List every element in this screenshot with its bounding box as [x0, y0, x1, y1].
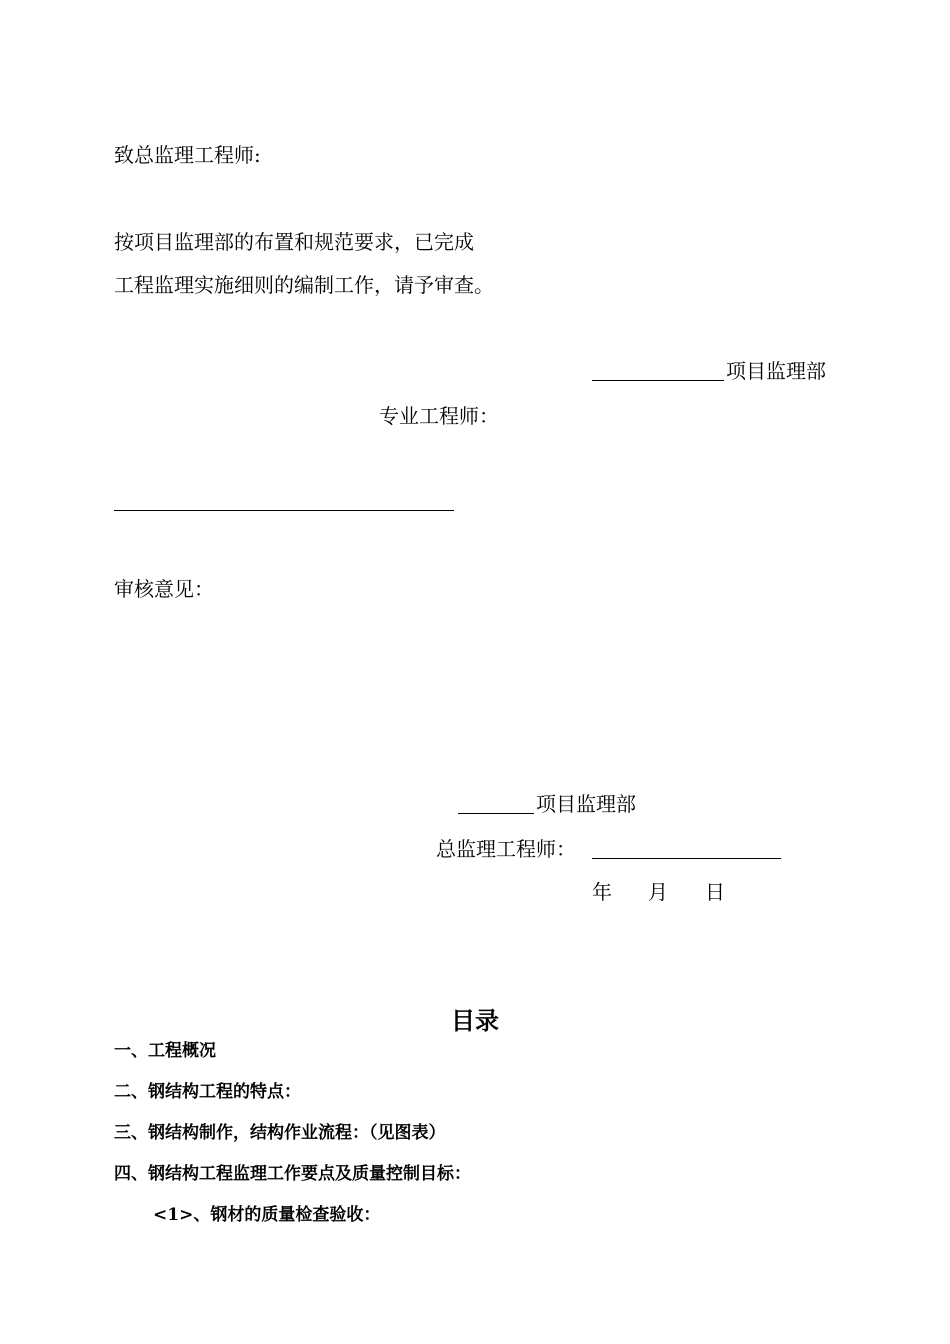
- toc-item: 一、工程概况: [114, 1041, 216, 1061]
- toc-item: 三、钢结构制作，结构作业流程：（见图表）: [114, 1123, 446, 1143]
- dept-suffix-2: 项目监理部: [536, 792, 636, 816]
- salutation: 致总监理工程师:: [114, 143, 261, 167]
- date-month: 月: [648, 880, 668, 904]
- toc-title: 目录: [451, 1006, 499, 1035]
- dept-suffix-1: 项目监理部: [726, 359, 826, 383]
- specialist-signature-line: [114, 510, 454, 511]
- toc-item: 二、钢结构工程的特点：: [114, 1082, 301, 1102]
- dept-blank-line-1: [592, 380, 724, 381]
- body-line-1: 按项目监理部的布置和规范要求，已完成: [114, 230, 474, 254]
- body-line-2: 工程监理实施细则的编制工作，请予审查。: [114, 273, 494, 297]
- date-day: 日: [705, 880, 725, 904]
- dept-blank-line-2: [458, 813, 534, 814]
- review-label: 审核意见：: [114, 577, 214, 601]
- toc-item: 四、钢结构工程监理工作要点及质量控制目标：: [114, 1164, 471, 1184]
- specialist-label: 专业工程师：: [379, 404, 499, 428]
- date-year: 年: [592, 880, 612, 904]
- toc-subitem: <1>、钢材的质量检查验收：: [153, 1205, 381, 1225]
- chief-signature-line: [592, 858, 781, 859]
- chief-label: 总监理工程师：: [436, 837, 576, 861]
